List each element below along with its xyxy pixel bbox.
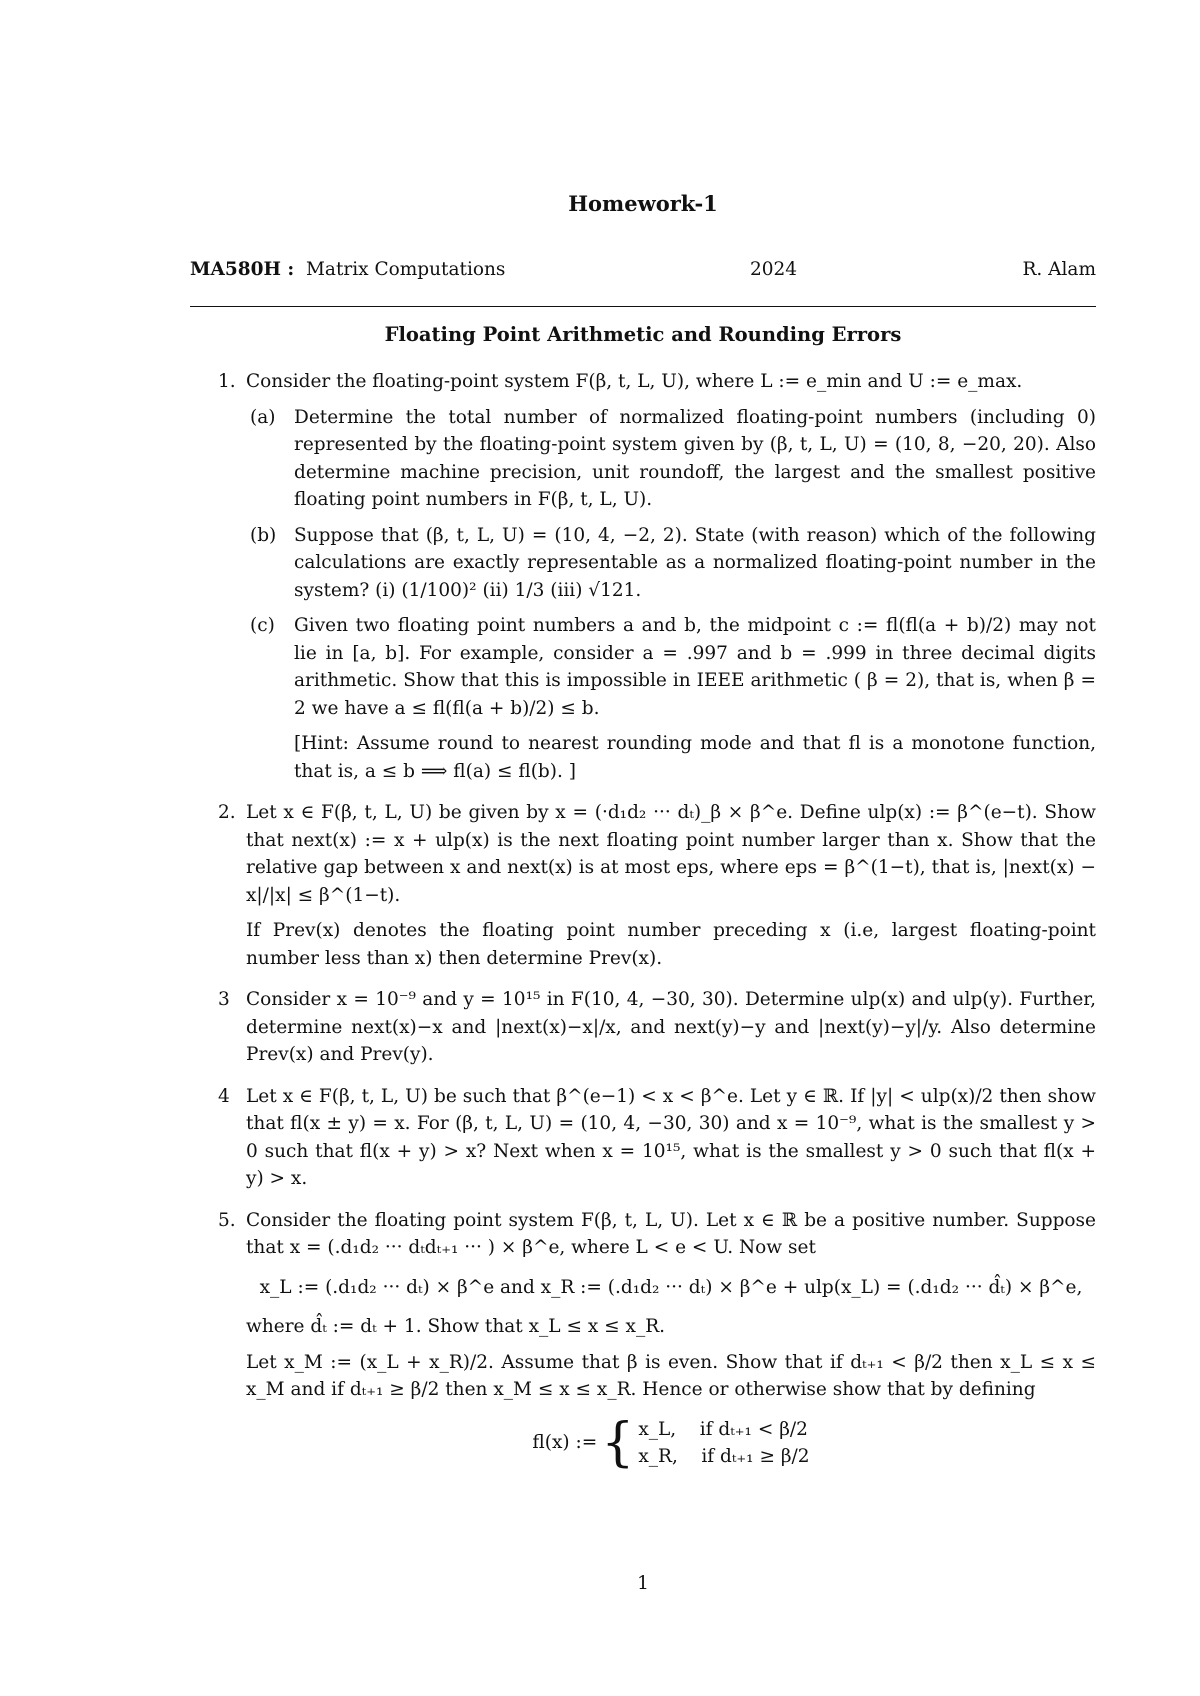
part-label: (a)	[250, 406, 276, 428]
part-text: Suppose that (β, t, L, U) = (10, 4, −2, 2). State (with reason) which of the following calculations are exactly representable as a normalized floating-point number in the system? (i) (1/100)² (ii) 1/3 (iii) √121.	[294, 524, 1096, 601]
problem-number: 5.	[218, 1209, 236, 1231]
case-row-1: x_L, if dₜ₊₁ < β/2	[638, 1418, 808, 1440]
problem-number: 1.	[218, 371, 236, 392]
course-name: Matrix Computations	[305, 259, 506, 280]
problem-intro: Consider the floating-point system F(β, t, L, U), where L := e_min and U := e_max.	[246, 371, 1023, 392]
problem-text-2: If Prev(x) denotes the floating point number preceding x (i.e, largest floating-point number less than x) then determine Prev(x).	[246, 920, 1096, 969]
part-label: (b)	[250, 524, 277, 546]
problem-2	[190, 799, 1096, 972]
problem-number: 2.	[218, 802, 236, 823]
course-code: MA580H :	[190, 259, 295, 280]
course-label	[190, 256, 505, 284]
part-text: Determine the total number of normalized floating-point numbers (including 0) represented by the floating-point system given by (β, t, L, U) = (10, 8, −20, 20). Also determine machine precision, unit roundoff, the largest and the smallest positive floating point numbers in F(β, t, L, U).	[294, 406, 1096, 510]
part-label: (c)	[250, 615, 275, 636]
header-rule	[190, 306, 1096, 307]
problem-4	[190, 1083, 1096, 1193]
problem-text-3: Let x_M := (x_L + x_R)/2. Assume that β is even. Show that if dₜ₊₁ < β/2 then x_L ≤ x ≤ x_M and if dₜ₊₁ ≥ β/2 then x_M ≤ x ≤ x_R. Hence or otherwise show that by defining	[246, 1351, 1096, 1400]
course-author: R. Alam	[1022, 259, 1096, 280]
problem-text: Let x ∈ F(β, t, L, U) be given by x = (·d₁d₂ ··· dₜ)_β × β^e. Define ulp(x) := β^(e−t). Show that next(x) := x + ulp(x) is the next floating point number larger than x. Show that the relative gap between x and next(x) is at most eps, where eps = β^(1−t), that is, |next(x) − x|/|x| ≤ β^(1−t).	[246, 802, 1096, 906]
cases-equation	[246, 1412, 1096, 1473]
section-title: Floating Point Arithmetic and Rounding Errors	[384, 323, 902, 346]
problem-1c	[246, 612, 1096, 785]
course-header	[190, 256, 1096, 284]
problem-text-2: where d̂ₜ := dₜ + 1. Show that x_L ≤ x ≤ x_R.	[246, 1316, 666, 1337]
problem-number: 3	[218, 989, 230, 1010]
problem-text: Let x ∈ F(β, t, L, U) be such that β^(e−1) < x < β^e. Let y ∈ ℝ. If |y| < ulp(x)/2 then show that fl(x ± y) = x. For (β, t, L, U) = (10, 4, −30, 30) and x = 10⁻⁹, what is the smallest y > 0 such that fl(x + y) > x? Next when x = 10¹⁵, what is the smallest y > 0 such that fl(x + y) > x.	[246, 1085, 1096, 1189]
cases-brace: {	[601, 1412, 635, 1473]
problem-1a	[246, 404, 1096, 514]
problem-text: Consider x = 10⁻⁹ and y = 10¹⁵ in F(10, 4, −30, 30). Determine ulp(x) and ulp(y). Further, determine next(x)−x and |next(x)−x|/x, and next(y)−y and |next(y)−y|/y. Also determine Prev(x) and Prev(y).	[246, 989, 1096, 1065]
hint-text: [Hint: Assume round to nearest rounding mode and that fl is a monotone function, that is, a ≤ b ⟹ fl(a) ≤ fl(b). ]	[294, 733, 1096, 782]
problem-3	[190, 986, 1096, 1069]
page-number: 1	[637, 1573, 649, 1594]
document-title: Homework-1	[568, 191, 718, 216]
cases-rows	[638, 1416, 809, 1470]
cases-lhs: fl(x) :=	[532, 1431, 598, 1453]
case-row-2: x_R, if dₜ₊₁ ≥ β/2	[638, 1445, 810, 1467]
problem-list	[190, 368, 1096, 1484]
problem-1	[190, 368, 1096, 785]
problem-5	[190, 1207, 1096, 1473]
problem-text: Consider the floating point system F(β, t, L, U). Let x ∈ ℝ be a positive number. Suppose that x = (.d₁d₂ ··· dₜdₜ₊₁ ··· ) × β^e, where L < e < U. Now set	[246, 1209, 1096, 1258]
problem-1b	[246, 522, 1096, 605]
display-equation: x_L := (.d₁d₂ ··· dₜ) × β^e and x_R := (.d₁d₂ ··· dₜ) × β^e + ulp(x_L) = (.d₁d₂ ··· d̂ₜ) × β^e,	[259, 1276, 1083, 1298]
course-year: 2024	[750, 259, 798, 280]
part-text: Given two floating point numbers a and b, the midpoint c := fl(fl(a + b)/2) may not lie in [a, b]. For example, consider a = .997 and b = .999 in three decimal digits arithmetic. Show that this is impossible in IEEE arithmetic ( β = 2), that is, when β = 2 we have a ≤ fl(fl(a + b)/2) ≤ b.	[294, 615, 1096, 719]
problem-number: 4	[218, 1085, 230, 1107]
